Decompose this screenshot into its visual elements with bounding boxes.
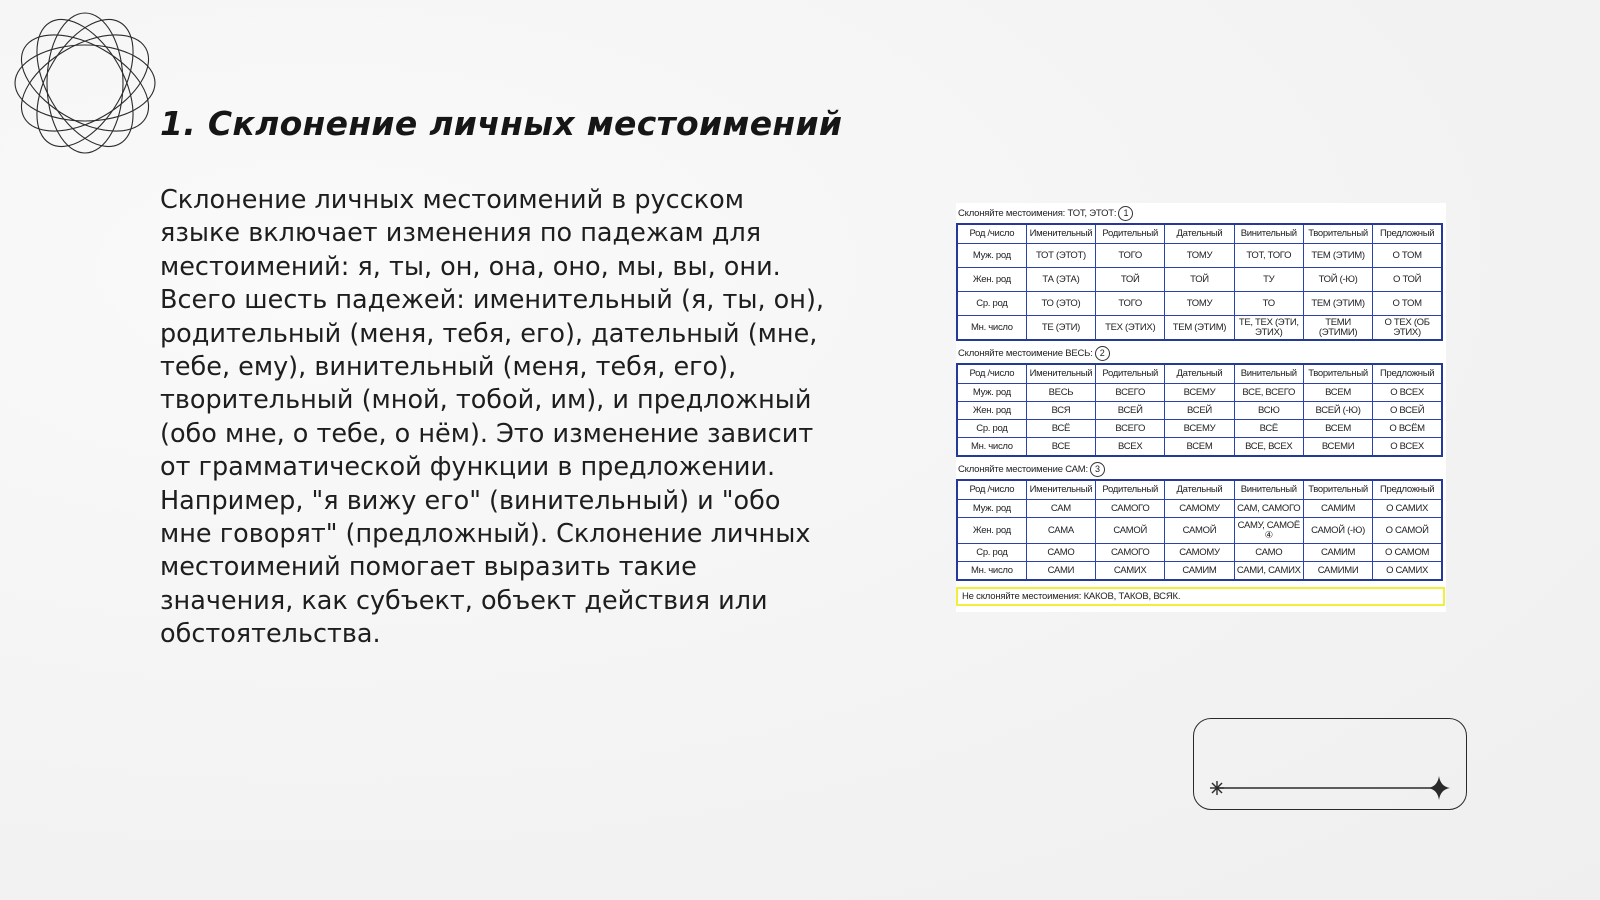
table-cell: САМОМУ (1165, 500, 1234, 518)
table-cell: ВЕСЬ (1026, 384, 1095, 402)
table-cell: ВСЕМ (1303, 420, 1372, 438)
header-cell: Творительный (1303, 480, 1372, 500)
table-cell: ВСЕ, ВСЕХ (1234, 438, 1303, 457)
table-cell: ВСЕМУ (1165, 420, 1234, 438)
header-cell: Творительный (1303, 224, 1372, 244)
table-cell: ВСЕЙ (1165, 402, 1234, 420)
table-cell: О ВСЕХ (1373, 438, 1442, 457)
table-cell: Ср. род (957, 292, 1026, 316)
table-cell: О ТОМ (1373, 292, 1442, 316)
table-cell: ТЕМ (ЭТИМ) (1303, 244, 1372, 268)
table-ves (956, 363, 1443, 457)
table-cell: САМИМИ (1303, 562, 1372, 581)
table-cell: ТОГО (1096, 244, 1165, 268)
table-cell: Мн. число (957, 562, 1026, 581)
table-row (957, 438, 1442, 457)
body-text: Склонение личных местоимений в русском языке включает изменения по падежам для местоимений: я, ты, он, она, оно, мы, вы, они. Всего шесть падежей: именительный (я, ты, он), родительный (меня, тебя, его), дательный (мне, тебе, ему), винительный (меня, тебя, его), творительный (мной, тобой, им), и предложный (обо мне, о тебе, о нём). Это изменение зависит от грамматической функции в предложении. Например, "я вижу его" (винительный) и "обо мне говорят" (предложный). Склонение личных местоимений помогает выразить такие значения, как субъект, объект действия или обстоятельства. (160, 185, 825, 650)
table-cell: САМИМ (1165, 562, 1234, 581)
table-cell: Жен. род (957, 518, 1026, 544)
table-cell: О ТОМ (1373, 244, 1442, 268)
table-row (957, 244, 1442, 268)
table1-caption: Склоняйте местоимения: ТОТ, ЭТОТ: 1 (956, 205, 1446, 223)
table-tot-etot (956, 223, 1443, 341)
header-cell: Род /число (957, 480, 1026, 500)
table-cell: САМО (1234, 544, 1303, 562)
decorative-frame (1193, 718, 1467, 810)
table-cell: САМИМ (1303, 500, 1372, 518)
header-cell: Род /число (957, 364, 1026, 384)
table-cell: САМО (1026, 544, 1095, 562)
header-cell: Дательный (1165, 364, 1234, 384)
page-title: 1. Склонение личных местоимений (160, 104, 843, 143)
table-cell: Муж. род (957, 500, 1026, 518)
table-cell: Муж. род (957, 244, 1026, 268)
table-row (957, 562, 1442, 581)
table-cell: САМ, САМОГО (1234, 500, 1303, 518)
table-cell: Мн. число (957, 316, 1026, 341)
table3-caption: Склоняйте местоимение САМ: 3 (956, 461, 1446, 479)
table-cell: О ВСЕХ (1373, 384, 1442, 402)
table-cell: ТА (ЭТА) (1026, 268, 1095, 292)
table-cell: ТОГО (1096, 292, 1165, 316)
table-cell: О САМОЙ (1373, 518, 1442, 544)
header-cell: Именительный (1026, 224, 1095, 244)
table-cell: ВСЕ, ВСЕГО (1234, 384, 1303, 402)
table-cell: ТОТ, ТОГО (1234, 244, 1303, 268)
table-cell: ТОЙ (1096, 268, 1165, 292)
table-cell: ТЕ, ТЕХ (ЭТИ, ЭТИХ) (1234, 316, 1303, 341)
table-row (957, 316, 1442, 341)
header-cell: Именительный (1026, 480, 1095, 500)
table-cell: САМУ, САМОЁ ④ (1234, 518, 1303, 544)
table-header-row (957, 224, 1442, 244)
header-cell: Винительный (1234, 480, 1303, 500)
table-cell: ВСЕГО (1096, 420, 1165, 438)
table-cell: ВСЕМИ (1303, 438, 1372, 457)
table-cell: О ВСЕЙ (1373, 402, 1442, 420)
table-cell: САМОГО (1096, 544, 1165, 562)
table-cell: О ТОЙ (1373, 268, 1442, 292)
table-row (957, 420, 1442, 438)
table-row (957, 384, 1442, 402)
header-cell: Именительный (1026, 364, 1095, 384)
table-cell: О САМИХ (1373, 562, 1442, 581)
header-cell: Дательный (1165, 480, 1234, 500)
table-row (957, 292, 1442, 316)
table-cell: ВСЕГО (1096, 384, 1165, 402)
table-row (957, 402, 1442, 420)
table-cell: ВСЕЙ (1096, 402, 1165, 420)
declension-tables-image (956, 203, 1446, 612)
header-cell: Род /число (957, 224, 1026, 244)
table-row (957, 518, 1442, 544)
table-row (957, 500, 1442, 518)
table-cell: ТУ (1234, 268, 1303, 292)
table-cell: О САМИХ (1373, 500, 1442, 518)
header-cell: Предложный (1373, 364, 1442, 384)
table-cell: О САМОМ (1373, 544, 1442, 562)
table-cell: ТО (ЭТО) (1026, 292, 1095, 316)
table3-number: 3 (1090, 462, 1105, 477)
table-cell: Ср. род (957, 420, 1026, 438)
table-cell: ТОЙ (-Ю) (1303, 268, 1372, 292)
table-cell: ВСЕМ (1303, 384, 1372, 402)
table-cell: ТОТ (ЭТОТ) (1026, 244, 1095, 268)
table-cell: ВСЁ (1234, 420, 1303, 438)
header-cell: Предложный (1373, 224, 1442, 244)
table-cell: САМА (1026, 518, 1095, 544)
table-header-row (957, 480, 1442, 500)
header-cell: Родительный (1096, 480, 1165, 500)
indeclinable-note: Не склоняйте местоимения: КАКОВ, ТАКОВ, ВСЯК. (956, 587, 1445, 606)
header-cell: Винительный (1234, 364, 1303, 384)
table-cell: Жен. род (957, 268, 1026, 292)
table-cell: ВСЕХ (1096, 438, 1165, 457)
table-cell: ВСЕМ (1165, 438, 1234, 457)
table-row (957, 544, 1442, 562)
table-cell: Жен. род (957, 402, 1026, 420)
header-cell: Винительный (1234, 224, 1303, 244)
table-cell: САМИ (1026, 562, 1095, 581)
header-cell: Родительный (1096, 364, 1165, 384)
table-cell: САМОГО (1096, 500, 1165, 518)
table-cell: САМИ, САМИХ (1234, 562, 1303, 581)
table-cell: ТЕМ (ЭТИМ) (1165, 316, 1234, 341)
table-cell: Муж. род (957, 384, 1026, 402)
frame-line-decoration (1194, 719, 1466, 809)
table-cell: ТО (1234, 292, 1303, 316)
table-cell: ТЕХ (ЭТИХ) (1096, 316, 1165, 341)
sparkle-icon (1210, 781, 1224, 795)
table-cell: ТОМУ (1165, 292, 1234, 316)
table-cell: ТОЙ (1165, 268, 1234, 292)
table2-number: 2 (1095, 346, 1110, 361)
table-cell: О ВСЁМ (1373, 420, 1442, 438)
table-cell: САМИХ (1096, 562, 1165, 581)
table2-caption: Склоняйте местоимение ВЕСЬ: 2 (956, 345, 1446, 363)
table-cell: ВСЕЙ (-Ю) (1303, 402, 1372, 420)
table-cell: ВСЯ (1026, 402, 1095, 420)
table-header-row (957, 364, 1442, 384)
table-cell: ТОМУ (1165, 244, 1234, 268)
table1-number: 1 (1118, 206, 1133, 221)
table-cell: ТЕ (ЭТИ) (1026, 316, 1095, 341)
star-icon (1428, 776, 1450, 800)
table-cell: ТЕМИ (ЭТИМИ) (1303, 316, 1372, 341)
table-cell: САМОЙ (1165, 518, 1234, 544)
header-cell: Дательный (1165, 224, 1234, 244)
table-sam (956, 479, 1443, 581)
table-row (957, 268, 1442, 292)
header-cell: Творительный (1303, 364, 1372, 384)
table-cell: ВСЁ (1026, 420, 1095, 438)
table-cell: О ТЕХ (ОБ ЭТИХ) (1373, 316, 1442, 341)
table-cell: САМОЙ (1096, 518, 1165, 544)
table-cell: Мн. число (957, 438, 1026, 457)
header-cell: Предложный (1373, 480, 1442, 500)
table-cell: САМОЙ (-Ю) (1303, 518, 1372, 544)
header-cell: Родительный (1096, 224, 1165, 244)
spirograph-rings-icon (10, 8, 160, 158)
table-cell: САМ (1026, 500, 1095, 518)
table-cell: Ср. род (957, 544, 1026, 562)
table-cell: ВСЮ (1234, 402, 1303, 420)
table-cell: ВСЕМУ (1165, 384, 1234, 402)
table-cell: ТЕМ (ЭТИМ) (1303, 292, 1372, 316)
table-cell: САМОМУ (1165, 544, 1234, 562)
table-cell: ВСЕ (1026, 438, 1095, 457)
table-cell: САМИМ (1303, 544, 1372, 562)
